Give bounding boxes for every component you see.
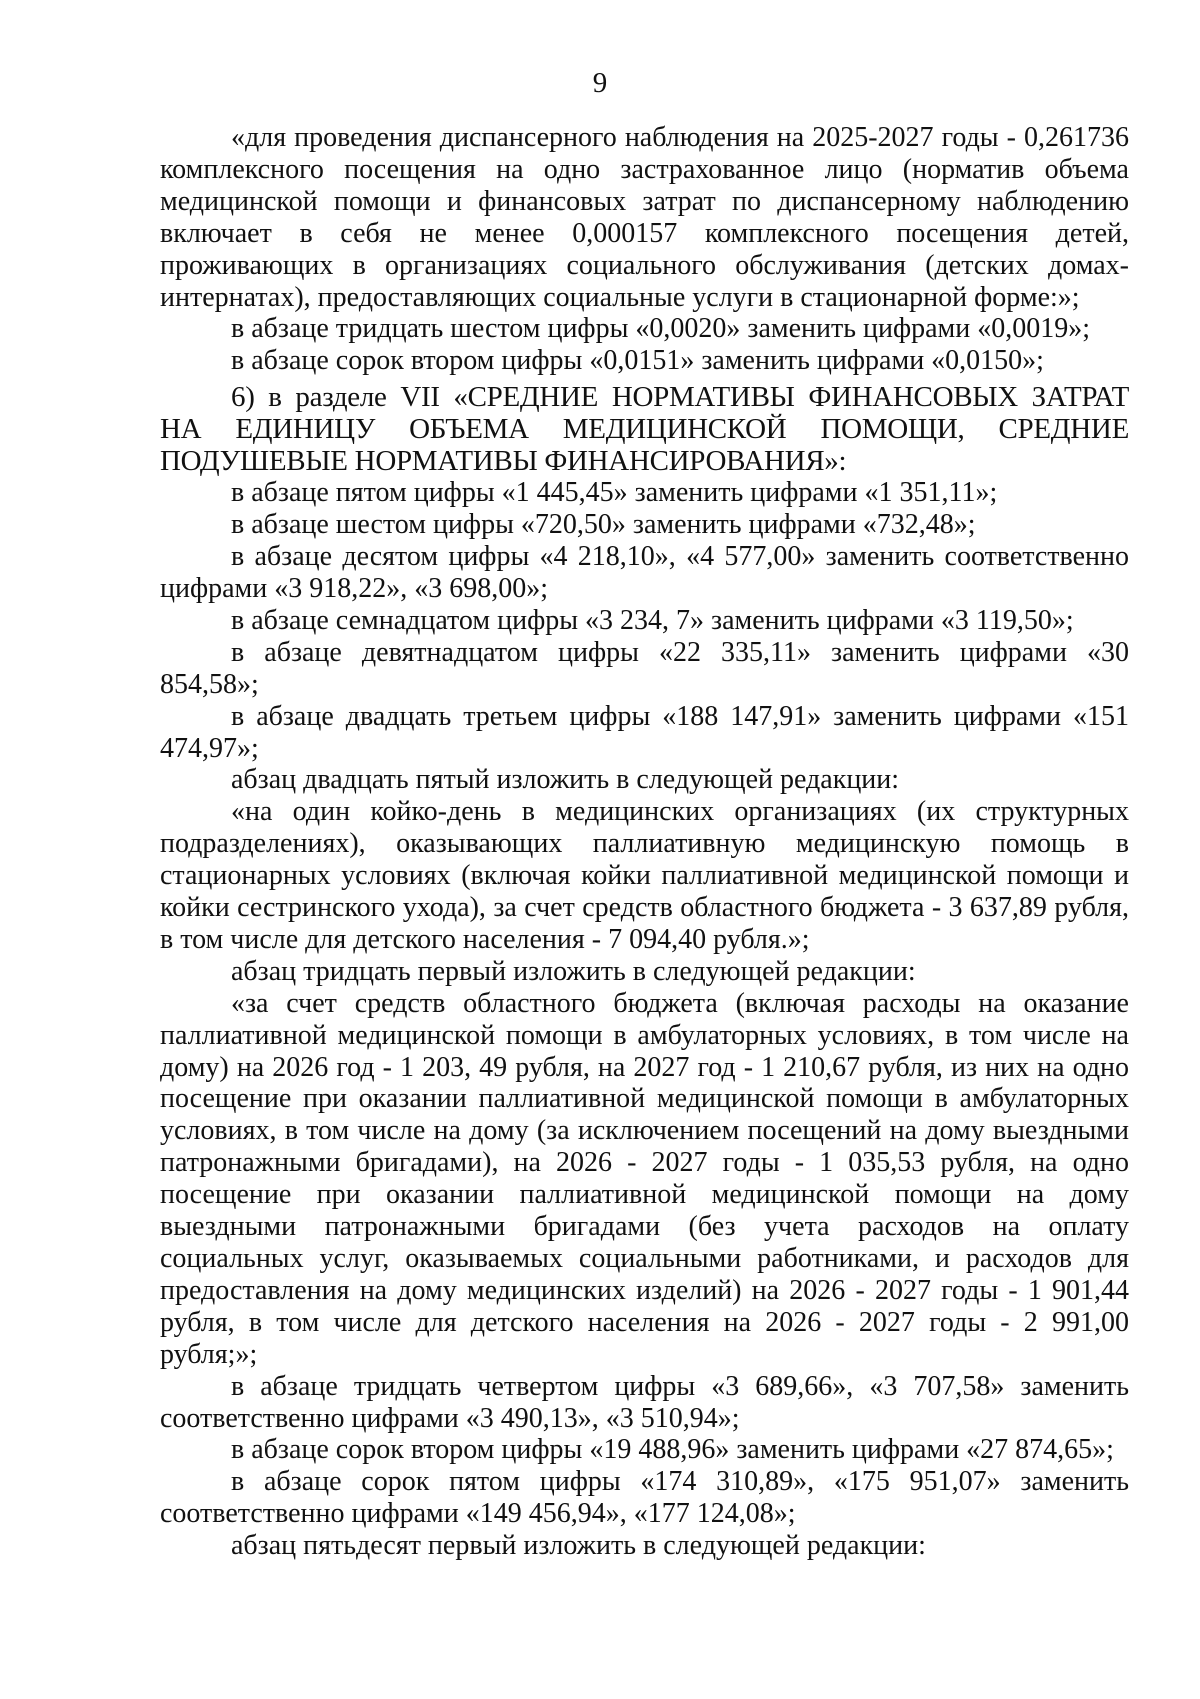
paragraph-amendment: в абзаце девятнадцатом цифры «22 335,11» заменить цифрами «30 854,58»;: [160, 636, 1129, 700]
paragraph-amendment: в абзаце пятом цифры «1 445,45» заменить цифрами «1 351,11»;: [231, 477, 998, 509]
paragraph-amendment: в абзаце тридцать шестом цифры «0,0020» заменить цифрами «0,0019»;: [231, 313, 1091, 345]
paragraph-quoted-text: «на один койко-день в медицинских организациях (их структурных подразделениях), оказывающих паллиативную медицинскую помощь в стационарных условиях (включая койки паллиативной медицинской помощи и койки сестринского ухода), за счет средств областного бюджета - 3 637,89 рубля, в том числе для детского населения - 7 094,40 рубля.»;: [160, 796, 1129, 955]
paragraph-amendment: в абзаце двадцать третьем цифры «188 147,91» заменить цифрами «151 474,97»;: [160, 700, 1129, 764]
document-body: [160, 122, 1129, 1562]
paragraph-instruction: абзац пятьдесят первый изложить в следующей редакции:: [231, 1530, 926, 1562]
paragraph-amendment: в абзаце десятом цифры «4 218,10», «4 577,00» заменить соответственно цифрами «3 918,22», «3 698,00»;: [160, 541, 1129, 604]
paragraph-quoted-text: «за счет средств областного бюджета (включая расходы на оказание паллиативной медицинской помощи в амбулаторных условиях, в том числе на дому) на 2026 год - 1 203, 49 рубля, на 2027 год - 1 210,67 рубля, из них на одно посещение при оказании паллиативной медицинской помощи в амбулаторных условиях, в том числе на дому (за исключением посещений на дому выездными патронажными бригадами), на 2026 - 2027 годы - 1 035,53 рубля, на одно посещение при оказании паллиативной медицинской помощи на дому выездными патронажными бригадами (без учета расходов на оплату социальных услуг, оказываемых социальными работниками, и расходов для предоставления на дому медицинских изделий) на 2026 - 2027 годы - 1 901,44 рубля, в том числе для детского населения на 2026 - 2027 годы - 2 991,00 рубля;»;: [160, 987, 1129, 1370]
paragraph-amendment: в абзаце сорок пятом цифры «174 310,89», «175 951,07» заменить соответственно цифрами «149 456,94», «177 124,08»;: [160, 1466, 1129, 1530]
paragraph-amendment: в абзаце сорок втором цифры «0,0151» заменить цифрами «0,0150»;: [231, 345, 1044, 377]
paragraph-dispensary-quote: «для проведения диспансерного наблюдения на 2025-2027 годы - 0,261736 комплексного посещения на одно застрахованное лицо (норматив объема медицинской помощи и финансовых затрат по диспансерному наблюдению включает в себя не менее 0,000157 комплексного посещения детей, проживающих в организациях социального обслуживания (детских домах-интернатах), предоставляющих социальные услуги в стационарной форме:»;: [160, 122, 1129, 313]
paragraph-amendment: в абзаце тридцать четвертом цифры «3 689,66», «3 707,58» заменить соответственно цифрами «3 490,13», «3 510,94»;: [160, 1370, 1129, 1434]
paragraph-amendment: в абзаце сорок втором цифры «19 488,96» заменить цифрами «27 874,65»;: [231, 1434, 1114, 1466]
page-number: 9: [592, 67, 608, 99]
paragraph-instruction: абзац двадцать пятый изложить в следующей редакции:: [231, 764, 900, 796]
paragraph-amendment: в абзаце семнадцатом цифры «3 234, 7» заменить цифрами «3 119,50»;: [231, 604, 1074, 636]
paragraph-amendment: в абзаце шестом цифры «720,50» заменить цифрами «732,48»;: [231, 509, 976, 541]
paragraph-instruction: абзац тридцать первый изложить в следующей редакции:: [231, 955, 916, 987]
section-heading-paragraph: 6) в разделе VII «СРЕДНИЕ НОРМАТИВЫ ФИНАНСОВЫХ ЗАТРАТ НА ЕДИНИЦУ ОБЪЕМА МЕДИЦИНСКОЙ ПОМОЩИ, СРЕДНИЕ ПОДУШЕВЫЕ НОРМАТИВЫ ФИНАНСИРОВАНИЯ»:: [160, 381, 1129, 478]
